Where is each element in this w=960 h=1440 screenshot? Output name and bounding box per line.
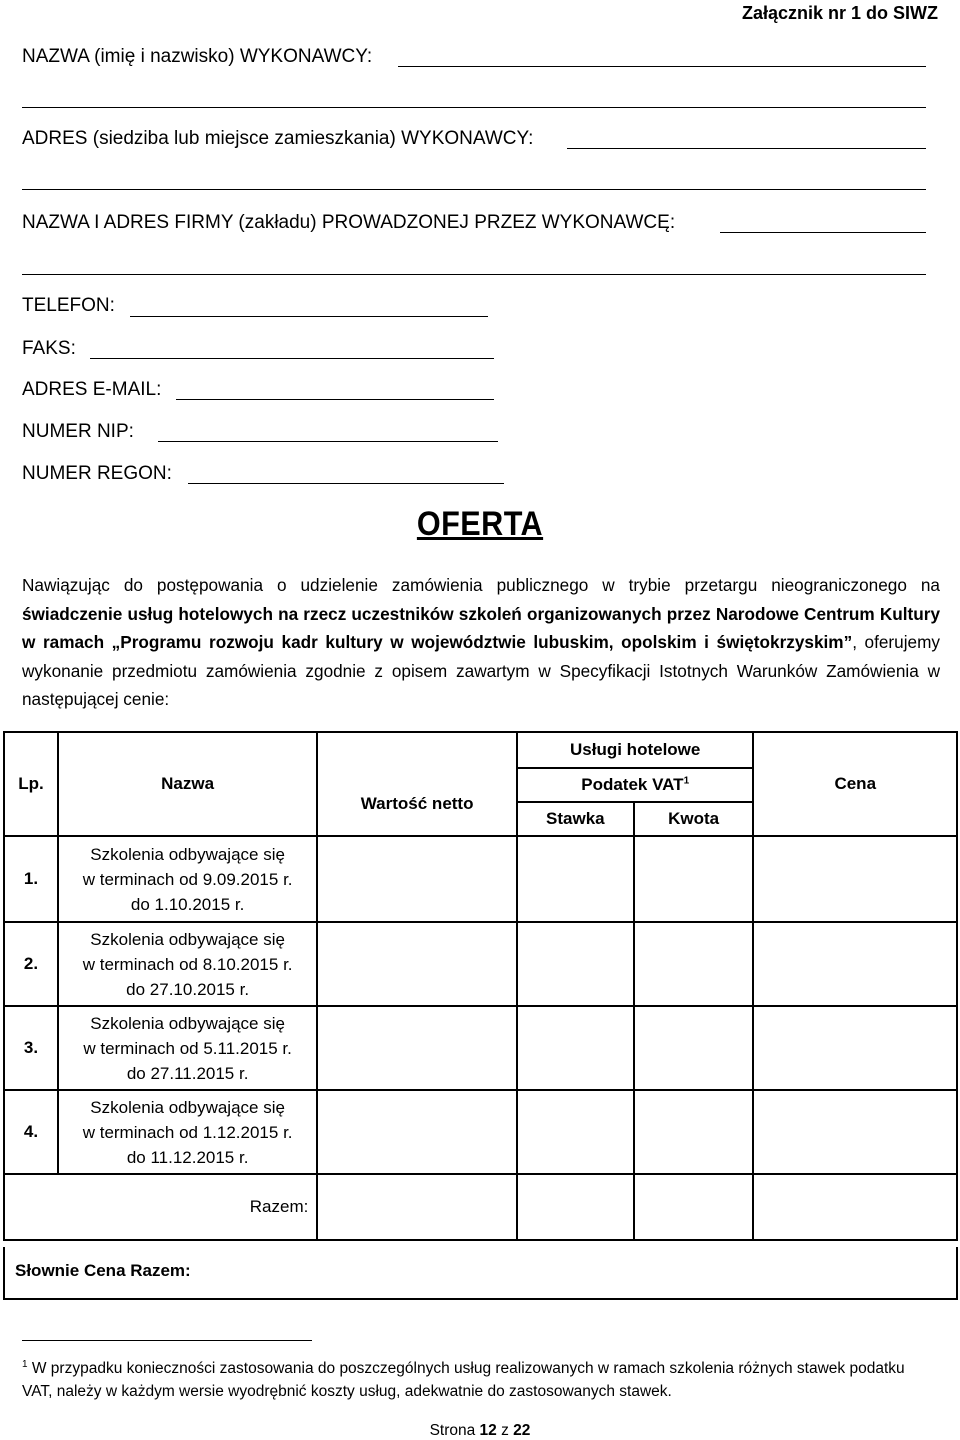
row-name: [58, 1090, 317, 1174]
footnote: [22, 1353, 937, 1403]
page-prefix: Strona: [429, 1422, 480, 1439]
fax-line: [90, 358, 494, 359]
row-name-line: Szkolenia odbywające się: [90, 1097, 285, 1117]
row-price-cell[interactable]: [753, 1090, 957, 1174]
header-hotel-services: Usługi hotelowe: [517, 732, 754, 768]
header-amount: Kwota: [634, 802, 754, 836]
email-label: ADRES E-MAIL:: [22, 379, 162, 400]
firm-line: [720, 232, 926, 233]
row-amount-cell[interactable]: [634, 836, 754, 922]
row-price-cell[interactable]: [753, 1006, 957, 1090]
price-in-words-row[interactable]: [3, 1247, 958, 1300]
row-number: 2.: [4, 922, 58, 1006]
row-name: [58, 836, 317, 922]
row-number: 1.: [4, 836, 58, 922]
page-title: OFERTA: [416, 505, 544, 543]
contractor-address-line-2: [22, 189, 926, 190]
row-name-line: do 27.10.2015 r.: [126, 979, 250, 999]
fax-label: FAKS:: [22, 338, 76, 359]
row-name-line: w terminach od 1.12.2015 r.: [82, 1122, 293, 1142]
row-number: 3.: [4, 1006, 58, 1090]
row-rate-cell[interactable]: [517, 1006, 634, 1090]
header-vat-footnote: 1: [683, 775, 690, 787]
header-net: Wartość netto: [317, 732, 517, 836]
row-net-cell[interactable]: [317, 1006, 517, 1090]
row-name-line: do 11.12.2015 r.: [126, 1147, 249, 1167]
offer-paragraph: [22, 571, 940, 714]
header-vat-label: Podatek VAT: [581, 775, 684, 794]
total-label: Razem:: [4, 1174, 317, 1240]
contractor-address-line: [567, 148, 926, 149]
row-net-cell[interactable]: [317, 1090, 517, 1174]
header-rate: Stawka: [517, 802, 634, 836]
contractor-address-label: ADRES (siedziba lub miejsce zamieszkania) WYKONAWCY:: [22, 128, 534, 149]
row-rate-cell[interactable]: [517, 922, 634, 1006]
row-name: [58, 1006, 317, 1090]
table-row: [4, 922, 957, 1006]
row-name: [58, 922, 317, 1006]
page-number: [0, 1422, 960, 1440]
footnote-separator: [22, 1340, 312, 1341]
footnote-text: W przypadku konieczności zastosowania do poszczególnych usług realizowanych w ramach szkolenia różnych stawek podatku VAT, należy w każdym wersie wyodrębnić koszty usług, adekwatnie do zastosowanych stawek.: [22, 1360, 905, 1401]
nip-line: [158, 441, 498, 442]
row-name-line: w terminach od 8.10.2015 r.: [82, 954, 293, 974]
header-vat: [517, 768, 754, 802]
table-row: [4, 1090, 957, 1174]
nip-label: NUMER NIP:: [22, 421, 134, 442]
paragraph-subject: świadczenie usług hotelowych na rzecz uczestników szkoleń organizowanych przez Narodowe Centrum Kultury w ramach „Programu rozwoju kadr kultury w województwie lubuskim, opolskim i świętokrzyskim”: [22, 603, 940, 652]
row-name-line: do 1.10.2015 r.: [130, 894, 245, 914]
row-name-line: Szkolenia odbywające się: [90, 929, 285, 949]
price-table: [3, 731, 958, 1241]
row-net-cell[interactable]: [317, 836, 517, 922]
row-number: 4.: [4, 1090, 58, 1174]
header-lp: Lp.: [4, 732, 58, 836]
row-amount-cell[interactable]: [634, 922, 754, 1006]
phone-label: TELEFON:: [22, 295, 115, 316]
row-rate-cell[interactable]: [517, 836, 634, 922]
row-name-line: w terminach od 5.11.2015 r.: [83, 1038, 292, 1058]
row-amount-cell[interactable]: [634, 1006, 754, 1090]
firm-label: NAZWA I ADRES FIRMY (zakładu) PROWADZONEJ PRZEZ WYKONAWCĘ:: [22, 212, 676, 233]
contractor-name-line-2: [22, 107, 926, 108]
paragraph-outro: , oferujemy wykonanie przedmiotu zamówienia zgodnie z opisem zawartym w Specyfikacji Istotnych Warunków Zamówienia w następującej cenie:: [22, 632, 941, 709]
table-row: [4, 836, 957, 922]
firm-line-2: [22, 274, 926, 275]
row-name-line: Szkolenia odbywające się: [90, 844, 285, 864]
row-price-cell[interactable]: [753, 922, 957, 1006]
header-name: Nazwa: [58, 732, 317, 836]
phone-line: [130, 316, 488, 317]
footnote-marker: 1: [22, 1359, 28, 1370]
total-rate-cell[interactable]: [517, 1174, 634, 1240]
attachment-label: Załącznik nr 1 do SIWZ: [741, 3, 938, 23]
row-net-cell[interactable]: [317, 922, 517, 1006]
regon-line: [188, 483, 504, 484]
row-name-line: do 27.11.2015 r.: [126, 1063, 249, 1083]
row-name-line: Szkolenia odbywające się: [90, 1013, 285, 1033]
row-amount-cell[interactable]: [634, 1090, 754, 1174]
regon-label: NUMER REGON:: [22, 463, 172, 484]
page-total: 22: [513, 1422, 531, 1439]
table-row: [4, 1006, 957, 1090]
page-sep: z: [496, 1422, 514, 1439]
email-line: [176, 399, 494, 400]
total-amount-cell[interactable]: [634, 1174, 754, 1240]
price-in-words-label: Słownie Cena Razem:: [15, 1261, 191, 1280]
paragraph-intro: Nawiązując do postępowania o udzielenie zamówienia publicznego w trybie przetargu nieograniczonego na: [22, 575, 940, 595]
total-net-cell[interactable]: [317, 1174, 517, 1240]
total-price-cell[interactable]: [753, 1174, 957, 1240]
row-rate-cell[interactable]: [517, 1090, 634, 1174]
row-name-line: w terminach od 9.09.2015 r.: [82, 869, 293, 889]
page-current: 12: [479, 1422, 497, 1439]
contractor-name-line: [398, 66, 926, 67]
header-price: Cena: [753, 732, 957, 836]
contractor-name-label: NAZWA (imię i nazwisko) WYKONAWCY:: [22, 46, 373, 67]
row-price-cell[interactable]: [753, 836, 957, 922]
